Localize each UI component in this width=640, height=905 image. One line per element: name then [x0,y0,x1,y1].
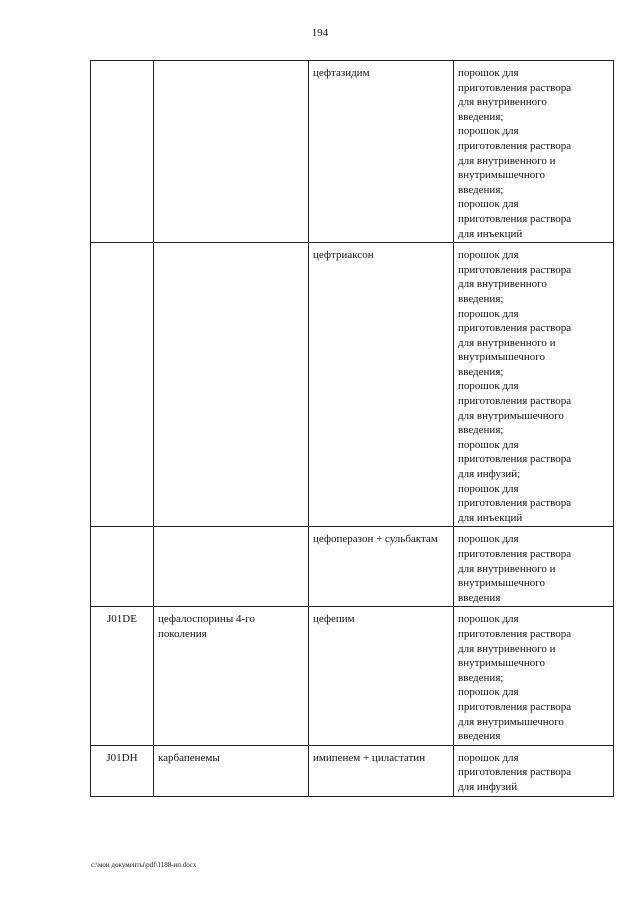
dosage-form-line: внутримышечного [458,169,545,182]
dosage-form-line: введения; [458,183,504,196]
dosage-form-line: внутримышечного [458,351,545,364]
dosage-form-line: для внутримышечного [458,715,564,728]
dosage-form-line: для внутривенного и [458,154,556,167]
drug-group-cell: цефалоспорины 4-го поколения [154,607,309,745]
page-number: 194 [311,27,329,39]
table-row [91,607,614,745]
dosage-form-line: порошок для [458,533,519,546]
drug-group-cell: карбапенемы [154,745,309,796]
dosage-form-line: приготовления раствора [458,212,572,225]
dosage-form-cell [454,243,614,527]
dosage-form-line: порошок для [458,686,519,699]
dosage-form-cell [454,745,614,796]
dosage-form-line: порошок для [458,198,519,211]
atc-code-cell [91,243,154,527]
dosage-form-line: приготовления раствора [458,81,572,94]
dosage-form-line: порошок для [458,67,519,79]
dosage-form-cell [454,527,614,607]
dosage-form-line: приготовления раствора [458,548,572,560]
drug-name-cell: цефтриаксон [309,243,454,527]
dosage-form-line: приготовления раствора [458,700,572,713]
atc-code-cell: J01DE [91,607,154,745]
table-body [91,61,614,797]
drug-group-cell [154,243,309,527]
dosage-form-line: порошок для [458,125,519,138]
dosage-form-line: введения; [458,110,504,123]
dosage-form-line: приготовления раствора [458,263,572,276]
dosage-form-line: порошок для [458,613,519,626]
dosage-form-line: для внутривенного [458,96,547,109]
drug-name-cell: цефепим [309,607,454,745]
dosage-form-line: для внутривенного [458,278,547,291]
dosage-form-line: введения; [458,292,504,305]
atc-code-cell: J01DH [91,745,154,796]
dosage-form-line: приготовления раствора [458,766,572,779]
dosage-form-line: приготовления раствора [458,395,572,408]
table-row [91,745,614,796]
dosage-form-line: внутримышечного [458,577,545,590]
dosage-form-line: для внутривенного и [458,336,556,349]
drug-group-cell [154,61,309,243]
table-row [91,527,614,607]
dosage-form-line: введения [458,591,501,604]
dosage-form-line: приготовления раствора [458,139,572,152]
table-row [91,243,614,527]
dosage-form-line: введения [458,730,501,743]
drug-name-cell: цефтазидим [309,61,454,243]
dosage-form-line: для инфузий; [458,468,521,481]
dosage-form-line: порошок для [458,307,519,320]
drug-name-cell: имипенем + циластатин [309,745,454,796]
dosage-form-line: для внутримышечного [458,409,564,422]
dosage-form-line: приготовления раствора [458,322,572,335]
dosage-form-line: приготовления раствора [458,497,572,510]
dosage-form-line: приготовления раствора [458,627,572,640]
medication-table [90,60,614,797]
dosage-form-line: внутримышечного [458,657,545,670]
drug-name-cell: цефоперазон + сульбактам [309,527,454,607]
footer-file-path: c:\мои документы\pdf\1188-ип.docx [91,861,197,869]
dosage-form-line: порошок для [458,249,519,262]
dosage-form-line: порошок для [458,751,519,764]
dosage-form-line: введения; [458,671,504,684]
dosage-form-line: для инфузий [458,780,518,793]
dosage-form-line: порошок для [458,438,519,451]
dosage-form-line: введения; [458,424,504,437]
dosage-form-line: для инъекций [458,511,523,524]
dosage-form-line: введения; [458,365,504,378]
dosage-form-cell [454,607,614,745]
dosage-form-cell [454,61,614,243]
atc-code-cell [91,527,154,607]
dosage-form-line: для внутривенного и [458,562,556,575]
table-row [91,61,614,243]
dosage-form-line: для инъекций [458,227,523,240]
drug-group-cell [154,527,309,607]
atc-code-cell [91,61,154,243]
dosage-form-line: для внутривенного и [458,642,556,655]
dosage-form-line: порошок для [458,482,519,495]
dosage-form-line: порошок для [458,380,519,393]
dosage-form-line: приготовления раствора [458,453,572,466]
